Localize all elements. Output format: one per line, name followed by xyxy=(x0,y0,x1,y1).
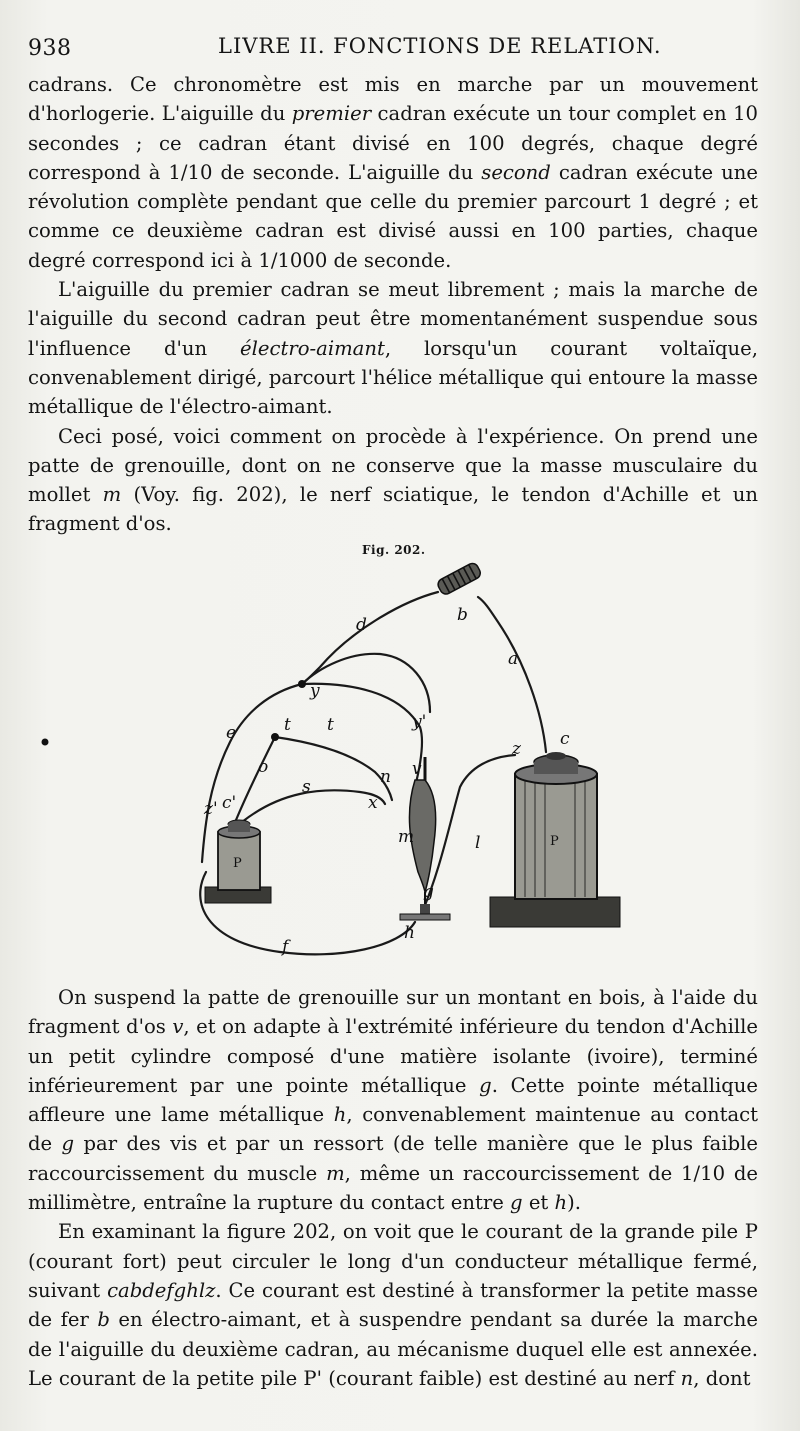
wire-y-prime xyxy=(302,684,422,787)
label-n: n xyxy=(380,767,391,787)
label-P-prime: P xyxy=(233,856,242,871)
label-e: e xyxy=(226,723,237,743)
label-y: y xyxy=(310,681,320,701)
label-d: d xyxy=(356,615,367,635)
text-block-bottom xyxy=(28,983,758,1393)
label-v: v xyxy=(412,759,422,779)
paragraph-figure-explanation: En examinant la figure 202, on voit que le courant de la grande pile P (courant fort) peut circuler le long d'un conducteur métallique fermé, suivant cabdefghlz. Ce courant est destiné à transformer la petite masse de fer b en électro-aimant, et à suspendre pendant sa durée la marche de l'aiguille du deuxième cadran, au mécanisme duquel elle est annexée. Le courant de la petite pile P' (courant faible) est destiné au nerf n, dont xyxy=(28,1220,758,1390)
label-m: m xyxy=(398,827,415,847)
figure-caption: Fig. 202. xyxy=(362,543,426,557)
figure-202 xyxy=(20,542,780,962)
label-z: z xyxy=(512,739,521,759)
label-x: x xyxy=(368,793,378,813)
label-c-prime: c' xyxy=(222,793,237,813)
label-t: t xyxy=(284,715,291,735)
label-t-prime: t xyxy=(327,715,334,735)
junction-e-dot xyxy=(42,739,49,746)
label-P: P xyxy=(550,834,559,849)
wire-d xyxy=(302,592,438,684)
page-number: 938 xyxy=(28,36,72,61)
text-block-top xyxy=(28,70,758,539)
paragraph-electro-aimant: L'aiguille du premier cadran se meut librement ; mais la marche de l'aiguille du second cadran peut être momentanément suspendue sous l'influence d'un électro-aimant, lorsqu'un courant voltaïque, convenablement dirigé, parcourt l'hélice métallique qui entoure la masse métallique de l'électro-aimant. xyxy=(28,278,758,419)
junction-t xyxy=(271,733,279,741)
paragraph-chronometer: cadrans. Ce chronomètre est mis en marche par un mouvement d'horlogerie. L'aiguille du premier cadran exécute un tour complet en 10 secondes ; ce cadran étant divisé en 100 degrés, chaque degré correspond à 1/10 de seconde. L'aiguille du second cadran exécute une révolution complète pendant que celle du premier parcourt 1 degré ; et comme ce deuxième cadran est divisé aussi en 100 parties, chaque degré correspond ici à 1/1000 de seconde. xyxy=(28,73,759,272)
label-c: c xyxy=(560,729,570,749)
label-b: b xyxy=(457,605,468,625)
label-y-prime: y' xyxy=(412,712,427,732)
paragraph-experience: Ceci posé, voici comment on procède à l'expérience. On prend une patte de grenouille, dont on ne conserve que la masse musculaire du mollet m (Voy. fig. 202), le nerf sciatique, le tendon d'Achille et un fragment d'os. xyxy=(28,424,758,536)
page-header xyxy=(28,32,768,62)
label-s: s xyxy=(302,777,311,797)
electro-magnet-coil xyxy=(436,561,482,596)
running-head: LIVRE II. FONCTIONS DE RELATION. xyxy=(218,34,662,58)
label-o: o xyxy=(258,757,269,777)
paragraph-suspension: On suspend la patte de grenouille sur un montant en bois, à l'aide du fragment d'os v, et on adapte à l'extrémité inférieure du tendon d'Achille un petit cylindre composé d'une matière isolante (ivoire), terminé inférieurement par une pointe métallique g. Cette pointe métallique affleure une lame métallique h, convenablement maintenue au contact de g par des vis et par un ressort (de telle manière que le plus faible raccourcissement du muscle m, même un raccourcissement de 1/10 de millimètre, entraîne la rupture du contact entre g et h). xyxy=(28,986,759,1215)
label-z-prime: z' xyxy=(204,799,218,819)
junction-y xyxy=(298,680,306,688)
label-f: f xyxy=(282,937,289,957)
label-g: g xyxy=(423,882,434,902)
label-l: l xyxy=(475,833,481,853)
wire-s xyxy=(242,790,385,822)
label-a: a xyxy=(508,649,519,669)
wire-a xyxy=(478,597,546,752)
apparatus-illustration xyxy=(20,542,780,962)
wire-o xyxy=(236,737,275,820)
label-h: h xyxy=(404,923,415,943)
